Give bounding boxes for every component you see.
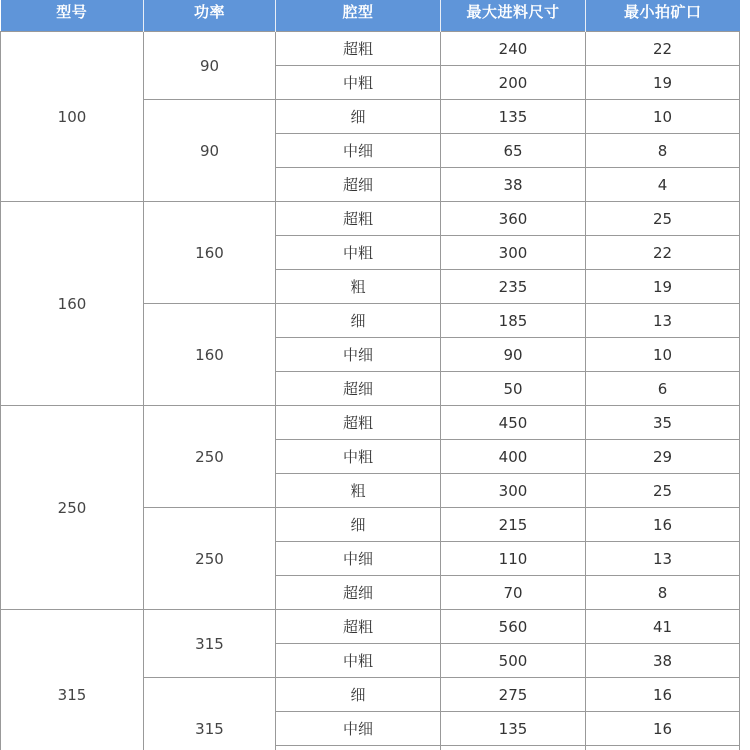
cavity-cell: 超细 <box>276 372 441 406</box>
cavity-cell: 超细 <box>276 168 441 202</box>
max-feed-cell: 500 <box>441 644 586 678</box>
cavity-cell: 超细 <box>276 576 441 610</box>
min-discharge-cell: 10 <box>586 338 740 372</box>
max-feed-cell: 300 <box>441 474 586 508</box>
max-feed-cell: 400 <box>441 440 586 474</box>
min-discharge-cell: 35 <box>586 406 740 440</box>
max-feed-cell: 235 <box>441 270 586 304</box>
min-discharge-cell: 13 <box>586 304 740 338</box>
table-row <box>1 202 740 236</box>
cavity-cell: 中粗 <box>276 644 441 678</box>
power-cell: 90 <box>144 100 276 202</box>
cavity-cell: 粗 <box>276 474 441 508</box>
min-discharge-cell: 6 <box>586 372 740 406</box>
min-discharge-cell: 4 <box>586 168 740 202</box>
cavity-cell: 中粗 <box>276 66 441 100</box>
cavity-cell: 中细 <box>276 134 441 168</box>
cavity-cell: 超粗 <box>276 406 441 440</box>
max-feed-cell: 215 <box>441 508 586 542</box>
cavity-cell: 超粗 <box>276 202 441 236</box>
cavity-cell: 超粗 <box>276 32 441 66</box>
max-feed-cell: 185 <box>441 304 586 338</box>
min-discharge-cell: 25 <box>586 474 740 508</box>
model-cell: 250 <box>1 406 144 610</box>
min-discharge-cell: 41 <box>586 610 740 644</box>
max-feed-cell: 38 <box>441 168 586 202</box>
power-cell: 250 <box>144 508 276 610</box>
min-discharge-cell: 8 <box>586 576 740 610</box>
cavity-cell: 中粗 <box>276 236 441 270</box>
header-min-discharge: 最小拍矿口 <box>586 0 740 32</box>
max-feed-cell: 90 <box>441 338 586 372</box>
max-feed-cell: 560 <box>441 610 586 644</box>
min-discharge-cell: 22 <box>586 236 740 270</box>
min-discharge-cell: 10 <box>586 100 740 134</box>
cavity-cell: 细 <box>276 508 441 542</box>
model-cell: 315 <box>1 610 144 750</box>
table-row <box>1 610 740 644</box>
model-cell: 100 <box>1 32 144 202</box>
cavity-cell: 粗 <box>276 270 441 304</box>
max-feed-cell: 110 <box>441 542 586 576</box>
power-cell: 315 <box>144 678 276 750</box>
cavity-cell: 中细 <box>276 338 441 372</box>
max-feed-cell: 360 <box>441 202 586 236</box>
min-discharge-cell: 19 <box>586 66 740 100</box>
cavity-cell: 细 <box>276 304 441 338</box>
min-discharge-cell: 25 <box>586 202 740 236</box>
max-feed-cell: 275 <box>441 678 586 712</box>
max-feed-cell: 135 <box>441 100 586 134</box>
min-discharge-cell: 16 <box>586 508 740 542</box>
table-body <box>1 32 740 750</box>
header-max-feed: 最大进料尺寸 <box>441 0 586 32</box>
min-discharge-cell: 16 <box>586 712 740 746</box>
cavity-cell: 细 <box>276 100 441 134</box>
max-feed-cell <box>441 746 586 750</box>
min-discharge-cell: 22 <box>586 32 740 66</box>
max-feed-cell: 135 <box>441 712 586 746</box>
min-discharge-cell <box>586 746 740 750</box>
cavity-cell: 中粗 <box>276 440 441 474</box>
cavity-cell: 细 <box>276 678 441 712</box>
min-discharge-cell: 19 <box>586 270 740 304</box>
table-header <box>1 0 740 32</box>
cavity-cell <box>276 746 441 750</box>
power-cell: 315 <box>144 610 276 678</box>
power-cell: 250 <box>144 406 276 508</box>
header-row <box>1 0 740 32</box>
max-feed-cell: 65 <box>441 134 586 168</box>
min-discharge-cell: 13 <box>586 542 740 576</box>
power-cell: 90 <box>144 32 276 100</box>
header-power: 功率 <box>144 0 276 32</box>
table-row <box>1 406 740 440</box>
table-row <box>1 32 740 66</box>
cavity-cell: 中细 <box>276 712 441 746</box>
min-discharge-cell: 8 <box>586 134 740 168</box>
min-discharge-cell: 29 <box>586 440 740 474</box>
max-feed-cell: 300 <box>441 236 586 270</box>
max-feed-cell: 240 <box>441 32 586 66</box>
min-discharge-cell: 16 <box>586 678 740 712</box>
header-cavity: 腔型 <box>276 0 441 32</box>
max-feed-cell: 70 <box>441 576 586 610</box>
model-cell: 160 <box>1 202 144 406</box>
cavity-cell: 中细 <box>276 542 441 576</box>
max-feed-cell: 450 <box>441 406 586 440</box>
power-cell: 160 <box>144 202 276 304</box>
max-feed-cell: 50 <box>441 372 586 406</box>
max-feed-cell: 200 <box>441 66 586 100</box>
cavity-cell: 超粗 <box>276 610 441 644</box>
power-cell: 160 <box>144 304 276 406</box>
header-model: 型号 <box>1 0 144 32</box>
min-discharge-cell: 38 <box>586 644 740 678</box>
